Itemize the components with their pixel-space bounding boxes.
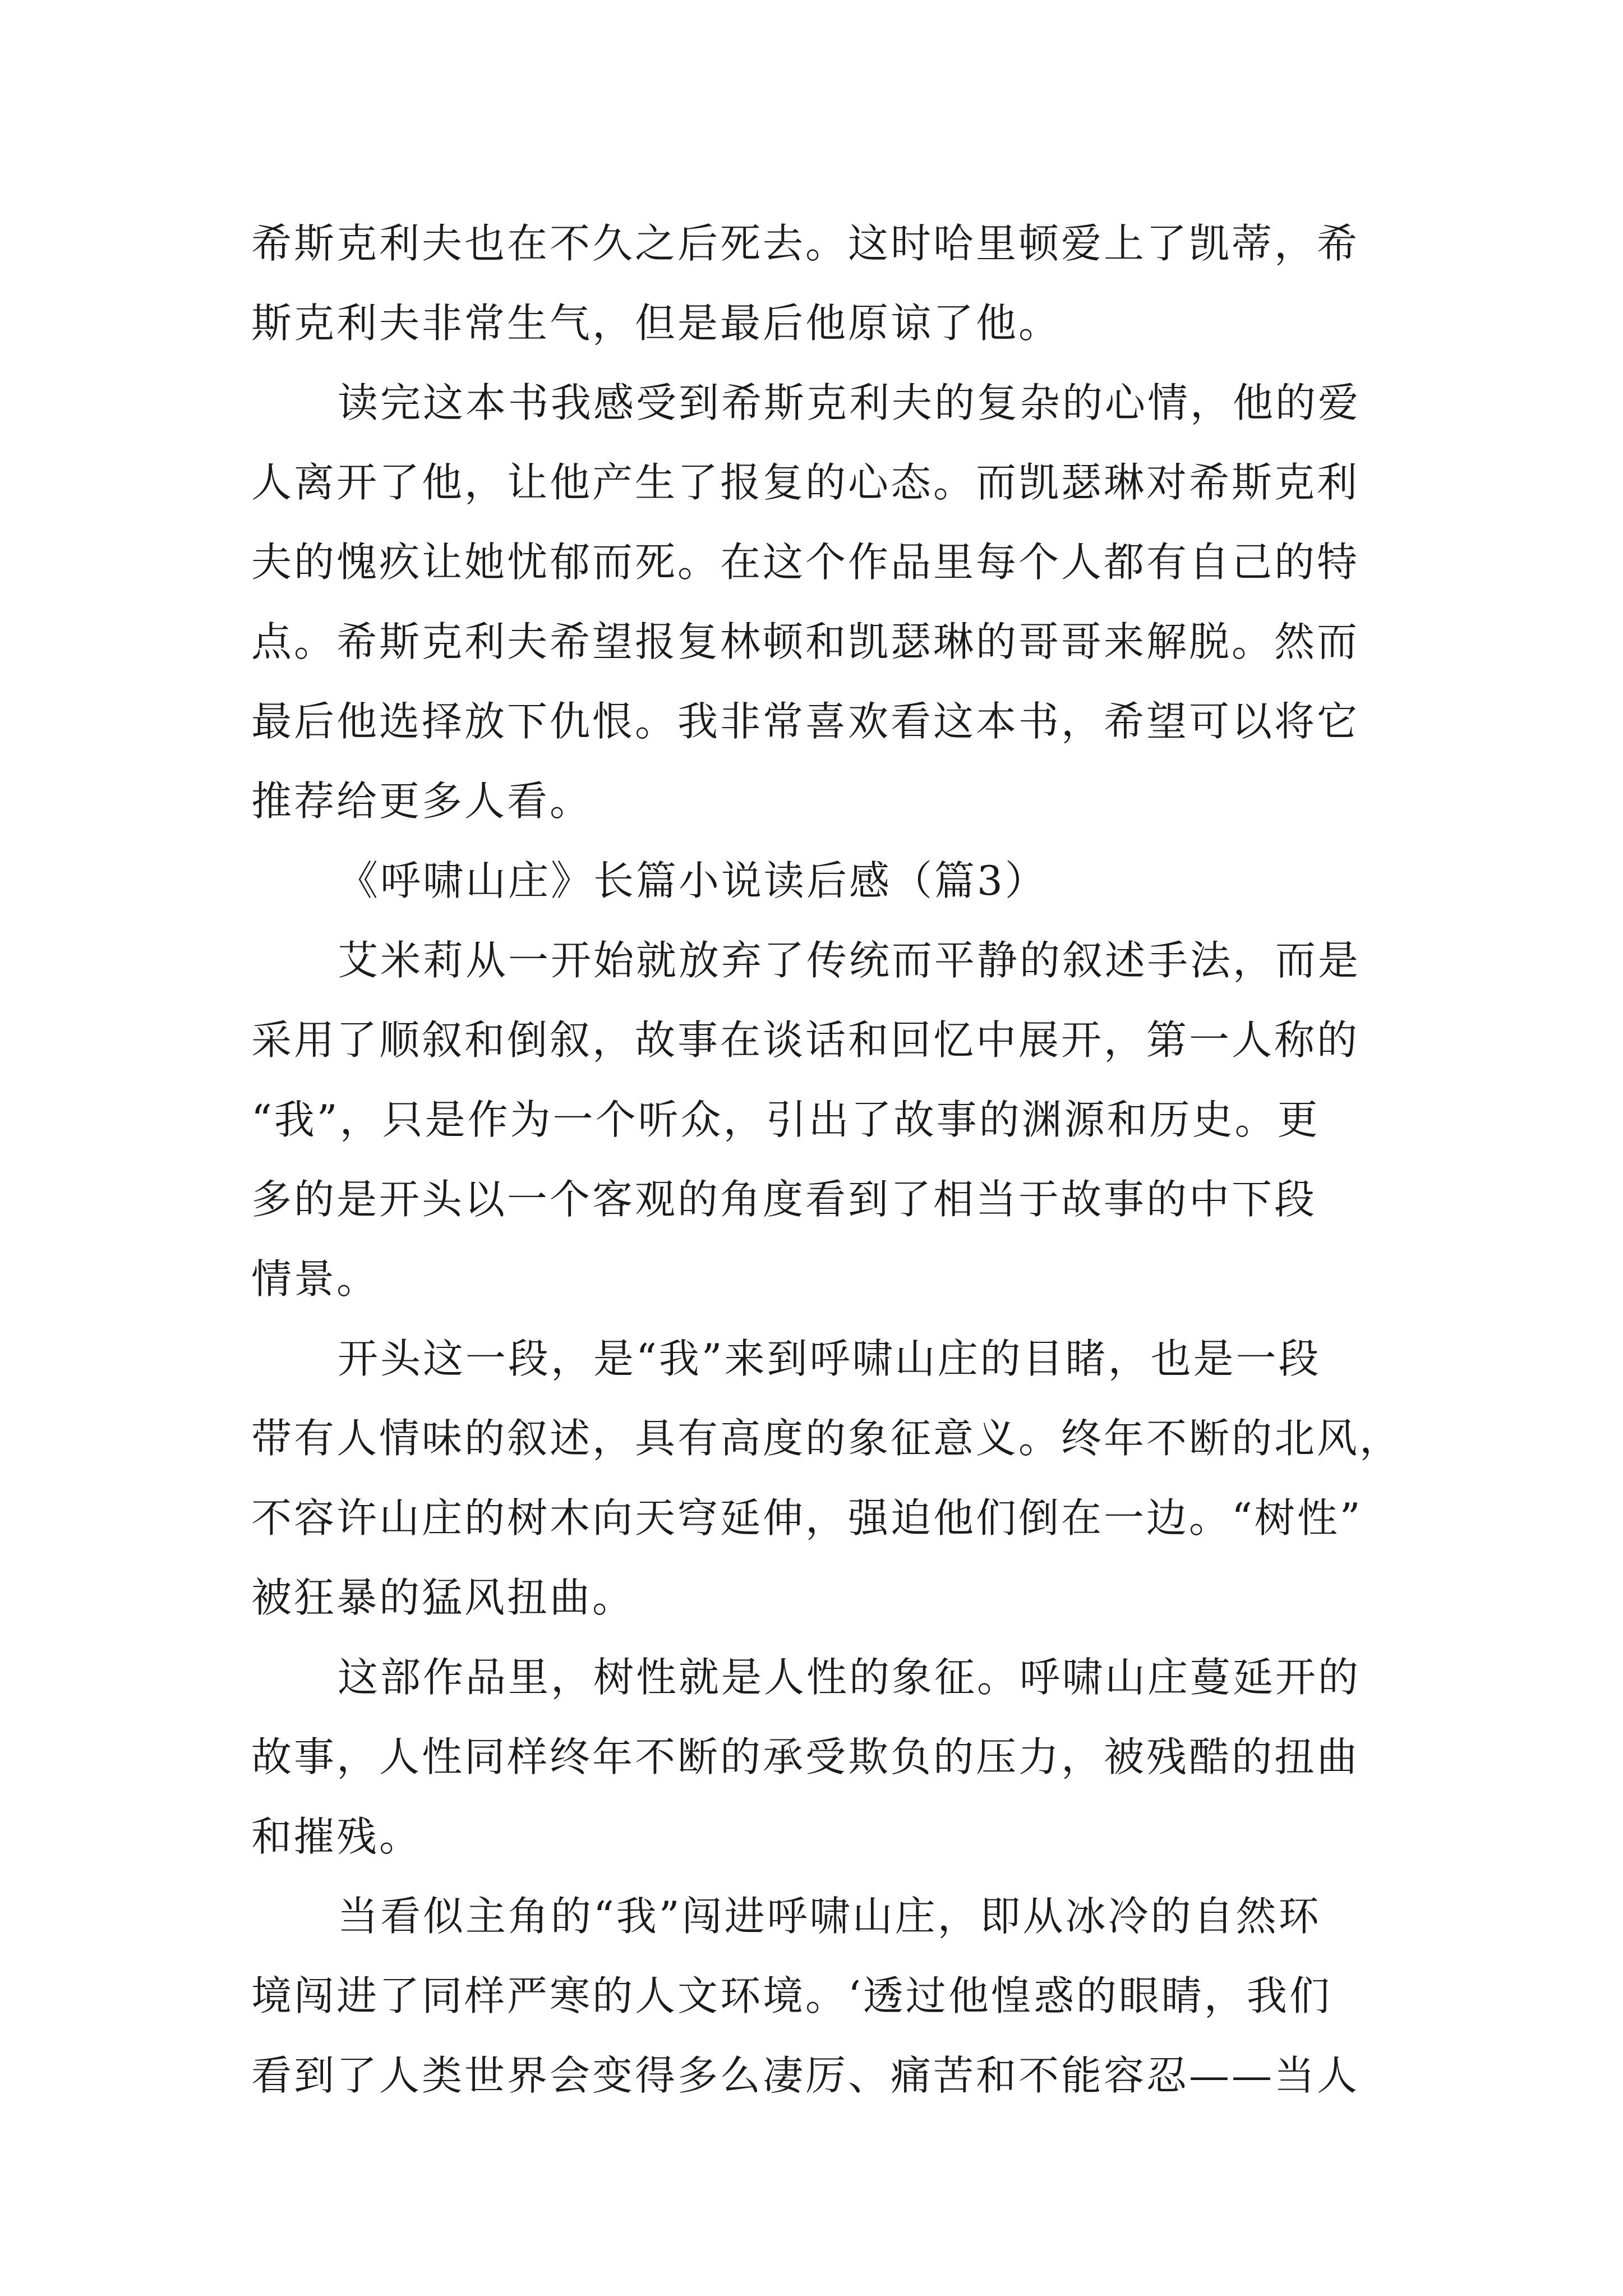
text-line: 情景。 (251, 1255, 380, 1303)
text-line: 夫的愧疚让她忧郁而死。在这个作品里每个人都有自己的特 (251, 539, 1360, 586)
text-line: 境闯进了同样严寒的人文环境。‘透过他惶惑的眼睛，我们 (251, 1972, 1332, 2019)
paragraph-first-line: 读完这本书我感受到希斯克利夫的复杂的心情，他的爱 (338, 379, 1361, 426)
text-line: 推荐给更多人看。 (251, 777, 593, 825)
text-line: 看到了人类世界会变得多么凄厉、痛苦和不能容忍——当人 (251, 2052, 1360, 2099)
text-line: 最后他选择放下仇恨。我非常喜欢看这本书，希望可以将它 (251, 698, 1360, 745)
section-heading: 《呼啸山庄》长篇小说读后感（篇3） (338, 857, 1048, 904)
paragraph-first-line: 艾米莉从一开始就放弃了传统而平静的叙述手法，而是 (338, 937, 1361, 984)
text-line: 不容许山庄的树木向天穹延伸，强迫他们倒在一边。“树性” (251, 1494, 1363, 1542)
text-line: 希斯克利夫也在不久之后死去。这时哈里顿爱上了凯蒂，希 (251, 220, 1360, 267)
text-line: 采用了顺叙和倒叙，故事在谈话和回忆中展开，第一人称的 (251, 1016, 1360, 1064)
paragraph-first-line: 当看似主角的“我”闯进呼啸山庄，即从冰冷的自然环 (338, 1893, 1321, 1940)
paragraph-first-line: 开头这一段，是“我”来到呼啸山庄的目睹，也是一段 (338, 1335, 1321, 1382)
text-line: 带有人情味的叙述，具有高度的象征意义。终年不断的北风， (251, 1415, 1403, 1462)
text-line: 被狂暴的猛风扭曲。 (251, 1574, 635, 1621)
text-line: 人离开了他，让他产生了报复的心态。而凯瑟琳对希斯克利 (251, 459, 1360, 506)
text-line: “我”，只是作为一个听众，引出了故事的渊源和历史。更 (251, 1096, 1320, 1143)
text-line: 点。希斯克利夫希望报复林顿和凯瑟琳的哥哥来解脱。然而 (251, 618, 1360, 665)
text-line: 斯克利夫非常生气，但是最后他原谅了他。 (251, 300, 1062, 347)
text-line: 多的是开头以一个客观的角度看到了相当于故事的中下段 (251, 1176, 1317, 1223)
text-line: 故事，人性同样终年不断的承受欺负的压力，被残酷的扭曲 (251, 1733, 1360, 1780)
text-line: 和摧残。 (251, 1813, 422, 1860)
paragraph-first-line: 这部作品里，树性就是人性的象征。呼啸山庄蔓延开的 (338, 1654, 1361, 1701)
